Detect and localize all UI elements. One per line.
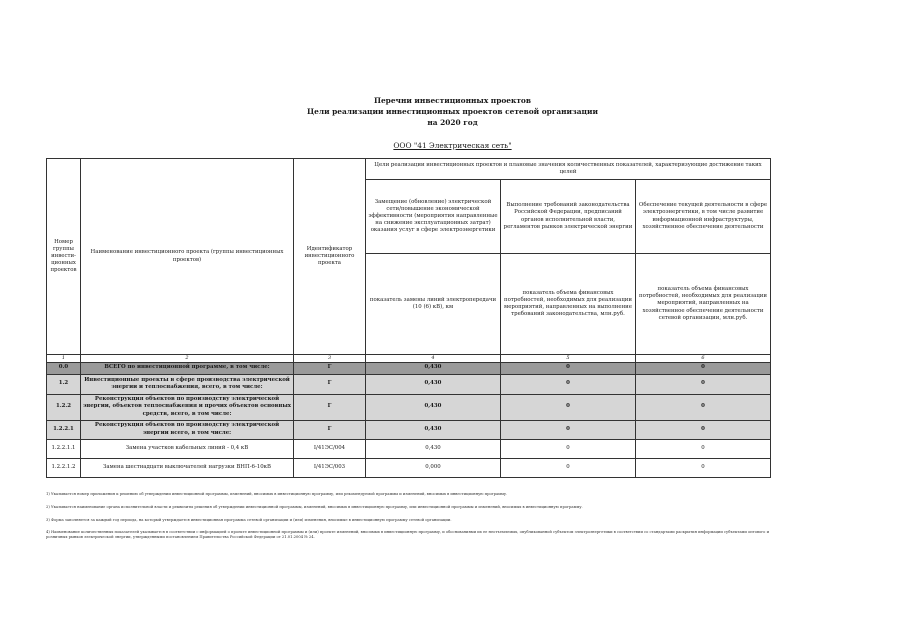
header-project-id: Идентификатор инвестиционного проекта xyxy=(294,159,366,355)
table-row: 1.2 Инвестиционные проекты в сфере производства электрической энергии и теплоснабжения, всего, в том числе: Г 0,430 0 0 xyxy=(47,374,771,394)
header-project-name: Наименование инвестиционного проекта (группы инвестиционных проектов) xyxy=(81,159,294,355)
table-row: 1.2.2.1.2 Замена шестнадцати выключателей нагрузки ВНП-6-10кВ I/41ЭС/003 0,000 0 0 xyxy=(47,458,771,477)
header-group-number: Номер группы инвести-ционных проектов xyxy=(47,159,81,355)
organization-name: ООО "41 Электрическая сеть" xyxy=(393,141,512,150)
doc-year: на 2020 год xyxy=(427,118,478,127)
header-goal-3: Обеспечение текущей деятельности в сфере электроэнергетики, в том числе развитие информационной инфраструктуры, хозяйственное обеспечение деятельности xyxy=(636,180,771,254)
table-row: 1.2.2.1 Реконструкция объектов по производству электрической энергии всего, в том числе: Г 0,430 0 0 xyxy=(47,420,771,439)
table-row: 1.2.2.1.1 Замена участков кабельных линий - 0,4 кВ I/41ЭС/004 0,430 0 0 xyxy=(47,439,771,458)
doc-subtitle: Цели реализации инвестиционных проектов сетевой организации xyxy=(307,107,598,116)
footnote: 3) Форма заполняется за каждый год периода, на который утверждается инвестиционная программа сетевой организации и (или) изменения, вносимые в инвестиционную программу сетевой организации. xyxy=(46,518,452,522)
column-number-row: 1 2 3 4 5 6 xyxy=(47,355,771,363)
header-indicator-1: показатель замены линий электропередачи (10 (6) кВ), км xyxy=(366,254,501,355)
table-row: 1.2.2 Реконструкция объектов по производству электрической энергии, объектов теплоснабжения и прочих объектов основных средств, всего, в том числе: Г 0,430 0 0 xyxy=(47,394,771,420)
header-indicator-2: показатель объема финансовых потребностей, необходимых для реализации мероприятий, направленных на выполнение требований законодательства, млн.руб. xyxy=(501,254,636,355)
footnote: 2) Указывается наименование органа исполнительной власти и реквизиты решения об утверждении инвестиционной программы, изменений, вносимых в инвестиционную программу, или инвестиционной программы и изменений, вносимых в инвестиционную программу. xyxy=(46,505,583,509)
header-indicator-3: показатель объема финансовых потребностей, необходимых для реализации мероприятий, направленных на хозяйственное обеспечение деятельности сетевой организации, млн.руб. xyxy=(636,254,771,355)
header-goal-2: Выполнение требований законодательства Российской Федерации, предписаний органов исполнительной власти, регламентов рынков электрической энергии xyxy=(501,180,636,254)
investment-goals-table xyxy=(46,158,771,478)
footnote: 4) Наименование количественных показателей указывается в соответствии с информацией о проекте инвестиционной программы и (или) проекте изменений, вносимых в инвестиционную программу, и обоснованиями их ее неотъемлемых, опубликованной субъектом электроэнергетики в соответствии со стандартами раскрытия информации субъектами оптового и розничных рынков электрической энергии, утвержденными постановлением Правительства Российской Федерации от 21.01.2004 № 24. xyxy=(46,530,770,540)
header-goal-1: Замещение (обновление) электрической сети/повышение экономической эффективности (мероприятия направленные на снижение эксплуатационных затрат) оказания услуг в сфере электроэнергетики xyxy=(366,180,501,254)
doc-title: Перечни инвестиционных проектов xyxy=(374,96,531,105)
table-row-total: 0.0 ВСЕГО по инвестиционной программе, в том числе: Г 0,430 0 0 xyxy=(47,362,771,374)
footnote: 1) Указывается номер приложения к решению об утверждении инвестиционной программы, изменений, вносимых в инвестиционную программу, или рекомендуемой программы и изменений, вносимых в инвестиционную программу. xyxy=(46,492,508,496)
header-goals-group: Цели реализации инвестиционных проектов и плановые значения количественных показателей, характеризующие достижение таких целей xyxy=(366,159,771,180)
